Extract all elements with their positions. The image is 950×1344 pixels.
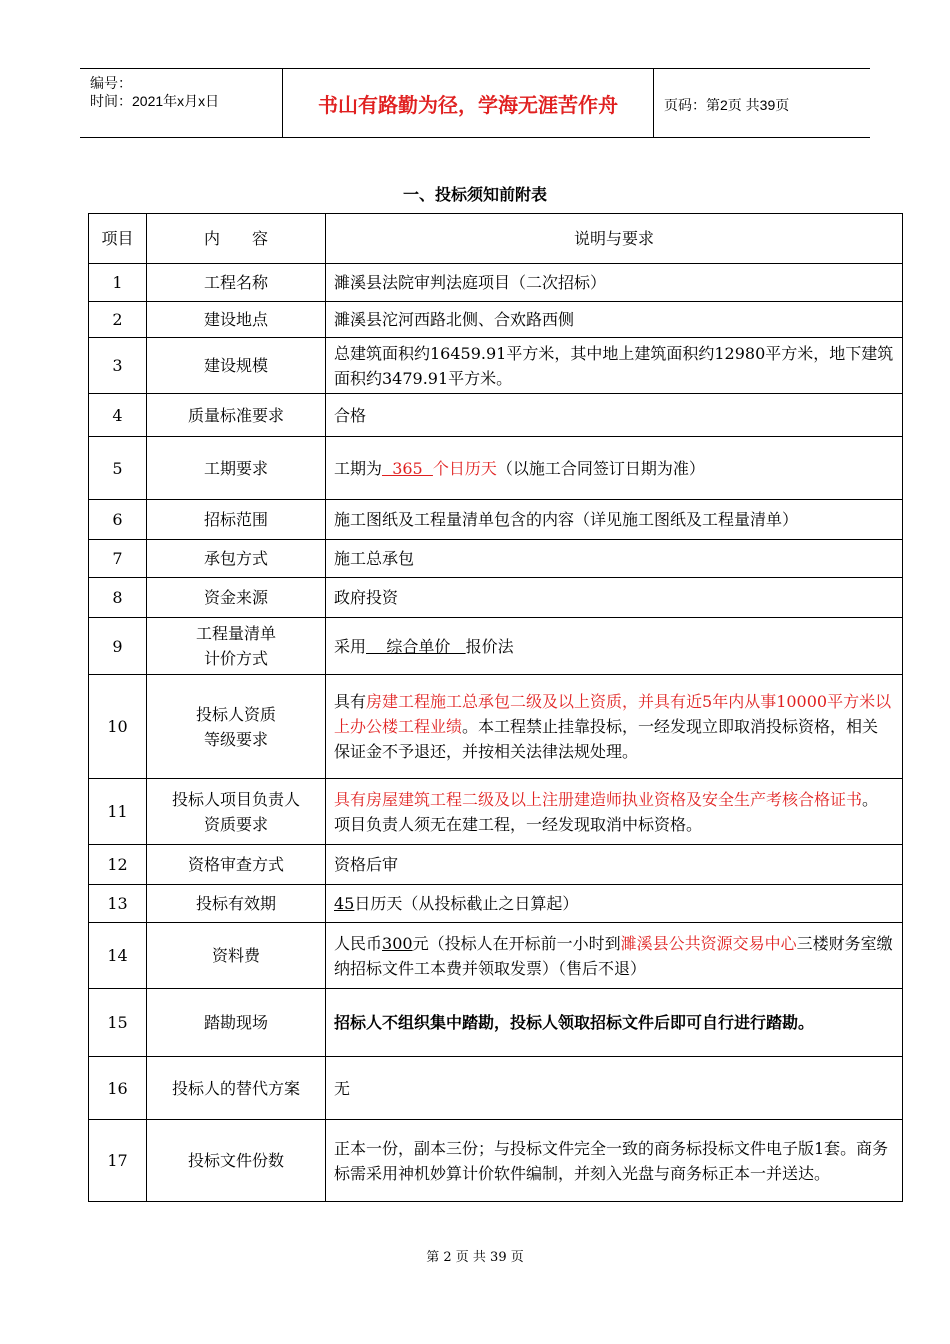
- row-number: 9: [89, 618, 147, 675]
- table-row: [89, 1057, 903, 1120]
- duration-unit: 个日历天: [432, 458, 497, 478]
- row-number: 5: [89, 437, 147, 500]
- row-desc: 总建筑面积约16459.91平方米，其中地上建筑面积约12980平方米，地下建筑面积约3479.91平方米。: [326, 338, 903, 394]
- row-name-line: 资质要求: [203, 814, 268, 834]
- desc-part: 。本工程禁止挂靠投标，一经发现立即取消投标资格，相关保证金不予退还，并按相关法律法规处理。: [334, 717, 879, 761]
- row-desc: 政府投资: [326, 578, 903, 618]
- row-desc: 施工总承包: [326, 540, 903, 578]
- row-number: 10: [89, 675, 147, 779]
- table-row: [89, 923, 903, 989]
- row-desc: 施工图纸及工程量清单包含的内容（详见施工图纸及工程量清单）: [326, 500, 903, 540]
- row-number: 3: [89, 338, 147, 394]
- row-number: 14: [89, 923, 147, 989]
- table-row: [89, 302, 903, 338]
- desc-part: （以施工合同签订日期为准）: [496, 458, 705, 478]
- page-footer: 第 2 页 共 39 页: [426, 1250, 524, 1265]
- row-desc: 濉溪县法院审判法庭项目（二次招标）: [326, 264, 903, 302]
- row-name: 踏勘现场: [147, 989, 326, 1057]
- header-content: 内 容: [147, 214, 326, 264]
- desc-part: 。项目负责人须无在建工程，一经发现取消中标资格。: [334, 789, 879, 834]
- desc-part: 报价法: [465, 636, 514, 656]
- header-date: 时间：2021年x月x日: [90, 93, 220, 109]
- document-title: 一、投标须知前附表: [402, 185, 547, 204]
- row-desc: 无: [326, 1057, 903, 1120]
- header-meta-cell: [80, 69, 283, 137]
- row-name: 承包方式: [147, 540, 326, 578]
- row-desc: 正本一份，副本三份；与投标文件完全一致的商务标投标文件电子版1套。商务标需采用神机妙算计价软件编制，并刻入光盘与商务标正本一并送达。: [326, 1120, 903, 1202]
- row-name-line: 投标人资质: [195, 704, 276, 724]
- row-name: 投标人的替代方案: [147, 1057, 326, 1120]
- row-desc: [326, 923, 903, 989]
- table-row: [89, 394, 903, 437]
- row-name: 投标文件份数: [147, 1120, 326, 1202]
- validity-days: 45: [334, 894, 355, 913]
- row-desc: [326, 779, 903, 845]
- table-row: [89, 338, 903, 394]
- row-desc: [326, 675, 903, 779]
- row-name: 建设地点: [147, 302, 326, 338]
- row-name: 建设规模: [147, 338, 326, 394]
- page-header: [80, 68, 870, 138]
- desc-part: 工期为: [334, 458, 383, 478]
- row-name-line: 等级要求: [203, 729, 268, 749]
- table-row: [89, 500, 903, 540]
- table-row: [89, 1120, 903, 1202]
- table-row: [89, 845, 903, 885]
- table-row: [89, 989, 903, 1057]
- row-desc: 濉溪县沱河西路北侧、合欢路西侧: [326, 302, 903, 338]
- row-number: 11: [89, 779, 147, 845]
- row-desc: [326, 618, 903, 675]
- desc-part: 具有: [334, 692, 367, 711]
- bid-notice-table: [88, 213, 903, 1202]
- row-name: 资金来源: [147, 578, 326, 618]
- desc-part: 日历天（从投标截止之日算起）: [354, 894, 579, 913]
- desc-part: 元（投标人在开标前一小时到: [412, 933, 621, 953]
- row-name: 工期要求: [147, 437, 326, 500]
- row-name-line: 计价方式: [203, 649, 268, 668]
- header-motto: 书山有路勤为径，学海无涯苦作舟: [283, 69, 654, 137]
- manager-requirement: 具有房屋建筑工程二级及以上注册建造师执业资格及安全生产考核合格证书: [334, 789, 863, 809]
- trading-center: 濉溪县公共资源交易中心: [620, 933, 797, 953]
- table-row: [89, 885, 903, 923]
- row-name: 资格审查方式: [147, 845, 326, 885]
- fee-amount: 300: [382, 933, 413, 953]
- row-name: [147, 618, 326, 675]
- row-number: 4: [89, 394, 147, 437]
- desc-part: 人民币: [334, 933, 383, 953]
- row-name: 投标有效期: [147, 885, 326, 923]
- row-name: 质量标准要求: [147, 394, 326, 437]
- row-number: 1: [89, 264, 147, 302]
- row-number: 8: [89, 578, 147, 618]
- header-code: 编号：: [90, 75, 132, 91]
- pricing-method: 综合单价: [366, 636, 466, 656]
- row-name: [147, 779, 326, 845]
- row-name: 工程名称: [147, 264, 326, 302]
- row-name-line: 工程量清单: [195, 624, 276, 643]
- header-page-info: 页码：第2页 共39页: [664, 97, 790, 113]
- row-desc: [326, 437, 903, 500]
- row-number: 7: [89, 540, 147, 578]
- row-name-line: 投标人项目负责人: [171, 789, 300, 809]
- desc-part: 三楼财务室缴纳招标文件工本费并领取发票）（售后不退）: [334, 933, 893, 978]
- row-number: 6: [89, 500, 147, 540]
- desc-part: 采用: [334, 636, 367, 656]
- row-number: 15: [89, 989, 147, 1057]
- row-name: [147, 675, 326, 779]
- row-desc: 合格: [326, 394, 903, 437]
- header-requirements: 说明与要求: [326, 214, 903, 264]
- header-item: 项目: [89, 214, 147, 264]
- table-row: [89, 578, 903, 618]
- qualification-requirement: 房建工程施工总承包二级及以上资质，并具有近5年内从事10000平方米以上办公楼工程业绩: [334, 692, 892, 736]
- table-row: [89, 675, 903, 779]
- table-row: [89, 540, 903, 578]
- table-row: [89, 264, 903, 302]
- row-number: 2: [89, 302, 147, 338]
- table-row: [89, 437, 903, 500]
- table-row: [89, 779, 903, 845]
- row-number: 16: [89, 1057, 147, 1120]
- table-row: [89, 618, 903, 675]
- row-desc: 招标人不组织集中踏勘，投标人领取招标文件后即可自行进行踏勘。: [326, 989, 903, 1057]
- row-name: 资料费: [147, 923, 326, 989]
- row-desc: 资格后审: [326, 845, 903, 885]
- row-name: 招标范围: [147, 500, 326, 540]
- row-number: 12: [89, 845, 147, 885]
- table-header-row: [89, 214, 903, 264]
- row-number: 13: [89, 885, 147, 923]
- duration-value: 365: [382, 458, 433, 478]
- row-number: 17: [89, 1120, 147, 1202]
- row-desc: [326, 885, 903, 923]
